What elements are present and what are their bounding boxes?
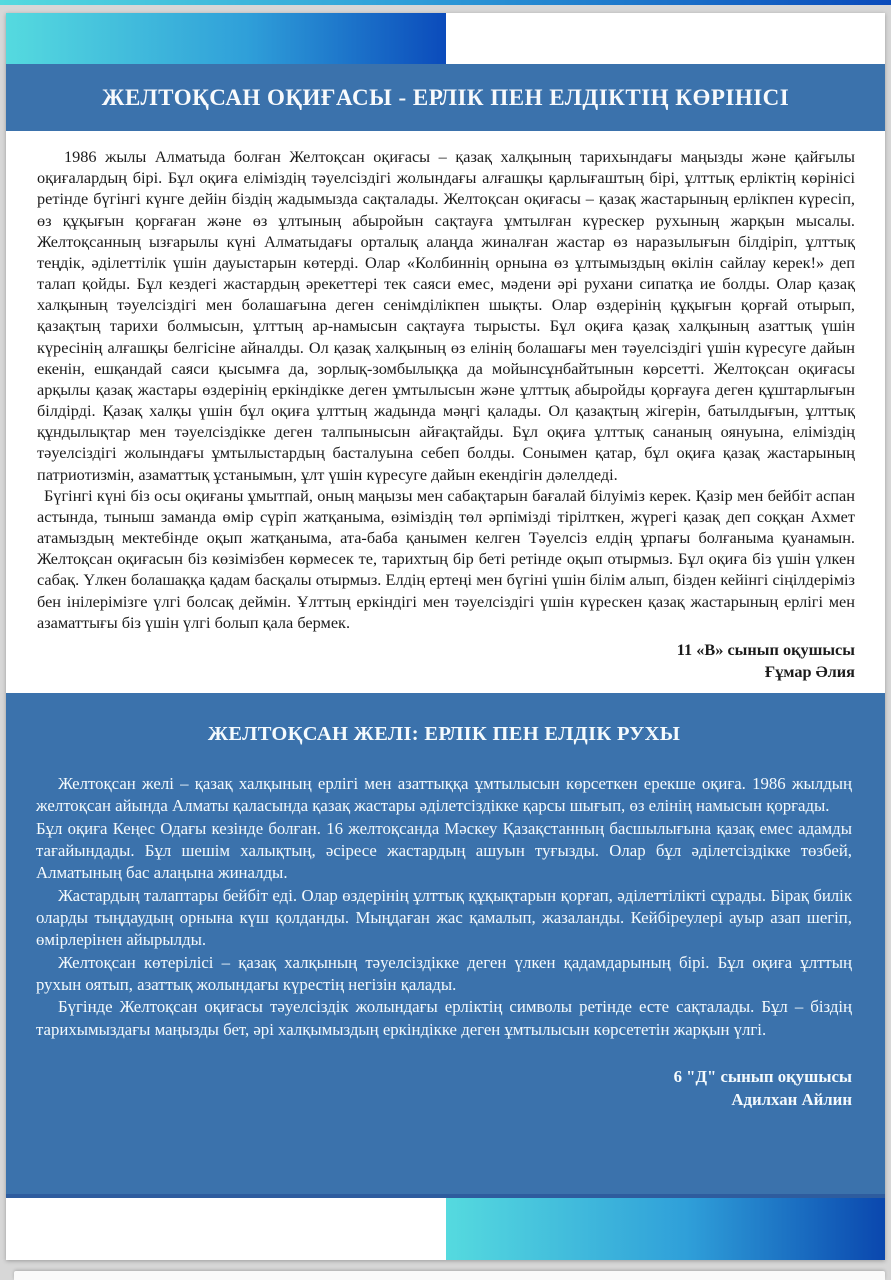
gradient-bar-bottom-spacer [6, 1198, 446, 1260]
article1-byline [37, 639, 855, 684]
article2-paragraph-5: Бүгінде Желтоқсан оқиғасы тәуелсіздік жолындағы ерліктің символы ретінде есте сақталады. Бұл – біздің тарихымыздағы маңызды бет, әрі халқымыздың еркіндікке деген ұмтылысын көрсететін жарқын үлгі. [36, 997, 852, 1039]
article2-byline [36, 1065, 852, 1111]
article2-byline-role: 6 "Д" сынып оқушысы [673, 1066, 852, 1086]
article1-body [6, 131, 885, 693]
article2-body [6, 693, 885, 1198]
next-page-top-edge [14, 1271, 885, 1280]
top-decorative-bar [6, 13, 885, 64]
bottom-decorative-bar [6, 1198, 885, 1260]
article1-byline-name: Ғұмар Әлия [764, 662, 855, 682]
article1-paragraph-1: 1986 жылы Алматыда болған Желтоқсан оқиғасы – қазақ халқының тарихындағы маңызды және қайғылы оқиғалардың бірі. Бұл оқиға еліміздің тәуелсіздігі жолындағы алғашқы қарлығаштың бірі, ұлттық ерліктің көрінісі ретінде бүгінгі күнге дейін біздің жадымызда сақталады. Желтоқсан оқиғасы – қазақ жастарының ерлікпен күресіп, өз құқығын қорғаған және өз ұлтының абыройын сақтауға ұмтылған күрескер рухының жарқын мысалы. Желтоқсанның ызғарылы күні Алматыдағы орталық алаңда жиналған жастар өз наразылығын білдіріп, ұлттық теңдік, әділеттілік үшін дауыстарын көтерді. Олар «Колбиннің орнына өз ұлтымыздың өкілін сайлау керек!» деп талап қойды. Бұл кездегі жастардың әрекеттері тек саяси емес, мәдени әрі рухани сипатқа ие болды. Олар қазақ халқының тәуелсіздігі мен болашағына деген сенімділікпен шықты. Олар өздерінің құқығын қорғай отырып, қазақтың тарихи болмысын, ұлттың ар-намысын сақтауға тырысты. Бұл оқиға қазақ халқының азаттық үшін күресінің алғашқы белгісіне айналды. Ол қазақ халқының өз елінің болашағы мен тәуелсіздігі үшін күресуге дайын екенін, ешқандай саяси қысымға да, зорлық-зомбылыққа да мойынсұнбайтынын көрсетті. Желтоқсан оқиғасы арқылы қазақ жастары өздерінің еркіндікке деген ұмтылысын және ұлттық абыройды қорғауға деген құштарлығын білдірді. Қазақ халқы үшін бұл оқиға ұлттың жадында мәңгі қалады. Ол қазақтың жігерін, батылдығын, ұлттық құндылықтар мен тәуелсіздікке деген талпынысын айғақтайды. Бұл оқиға ұлттық сананың оянуына, еліміздің тәуелсіздігі жолындағы ұмтылыстардың басталуына себеп болды. Сонымен қатар, бұл оқиға қазақ жастарының патриотизмін, азаматтық ұстанымын, ұлт үшін күресуге дайын екендігін дәлелдеді. [37, 147, 855, 484]
previous-page-bottom-edge [0, 0, 891, 5]
article2-paragraph-4: Желтоқсан көтерілісі – қазақ халқының тәуелсіздікке деген үлкен қадамдарының бірі. Бұл оқиға ұлттың рухын оятып, азаттық жолындағы күрестің негізін қалады. [36, 952, 852, 994]
article1-title-band [6, 64, 885, 131]
article2-title: ЖЕЛТОҚСАН ЖЕЛІ: ЕРЛІК ПЕН ЕЛДІК РУХЫ [207, 723, 681, 745]
article1-paragraph-2: Бүгінгі күні біз осы оқиғаны ұмытпай, оның маңызы мен сабақтарын бағалай білуіміз керек. Қазір мен бейбіт аспан астында, тыныш заманда өмір сүріп жатқаныма, өзіміздің төл әрпімізді тірілткен, жүрегі қазақ деп соққан Ахмет атамыздың мектебінде оқып жатқаныма, ата-баба қанымен келген Тәуелсіз елдің ұрпағы болғаныма қуанамын. Желтоқсан оқиғасын біз көзімізбен көрмесек те, тарихтың бір беті ретінде оқып отырмыз. Бұл оқиға біз үшін үлкен сабақ. Үлкен болашаққа қадам басқалы отырмыз. Елдің ертеңі мен бүгіні үшін білім алып, бізден кейінгі сіңілдеріміз бен інілерімізге үлгі болсақ деймін. Ұлттың еркіндігі мен тәуелсіздігі үшін күрескен қазақ жастарының ерлігі мен азаматтығы біз үшін үлгі болып қала бермек. [37, 485, 855, 632]
article2-byline-name: Адилхан Айлин [731, 1090, 852, 1110]
article2-paragraph-3: Жастардың талаптары бейбіт еді. Олар өздерінің ұлттық құқықтарын қорғап, әділеттілікті сұрады. Бірақ билік оларды тыңдаудың орнына күш қолданды. Мыңдаған жас қамалып, жазаланды. Кейбіреулері ауыр азап шегіп, өмірлерінен айырылды. [36, 885, 852, 950]
gradient-bar-top-spacer [446, 13, 886, 64]
article2-paragraph-2: Бұл оқиға Кеңес Одағы кезінде болған. 16 желтоқсанда Мәскеу Қазақстанның басшылығына қазақ емес адамды тағайындады. Бұл шешім халықтың, әсіресе жастардың ашуын туғызды. Олар бұл әділетсіздікке төзбей, Алматының бас алаңына жиналды. [36, 818, 852, 883]
article2-paragraph-1: Желтоқсан желі – қазақ халқының ерлігі мен азаттыққа ұмтылысын көрсеткен ерекше оқиға. 1986 жылдың желтоқсан айында Алматы қаласында қазақ жастары әділетсіздікке қарсы шығып, өз елінің намысын қорғады. [36, 774, 852, 816]
article1-byline-role: 11 «В» сынып оқушысы [676, 639, 855, 659]
gradient-bar-bottom [446, 1198, 886, 1260]
article1-title: ЖЕЛТОҚСАН ОҚИҒАСЫ - ЕРЛІК ПЕН ЕЛДІКТІҢ КӨРІНІСІ [101, 84, 790, 110]
newspaper-page [6, 13, 885, 1260]
gradient-bar-top [6, 13, 446, 64]
